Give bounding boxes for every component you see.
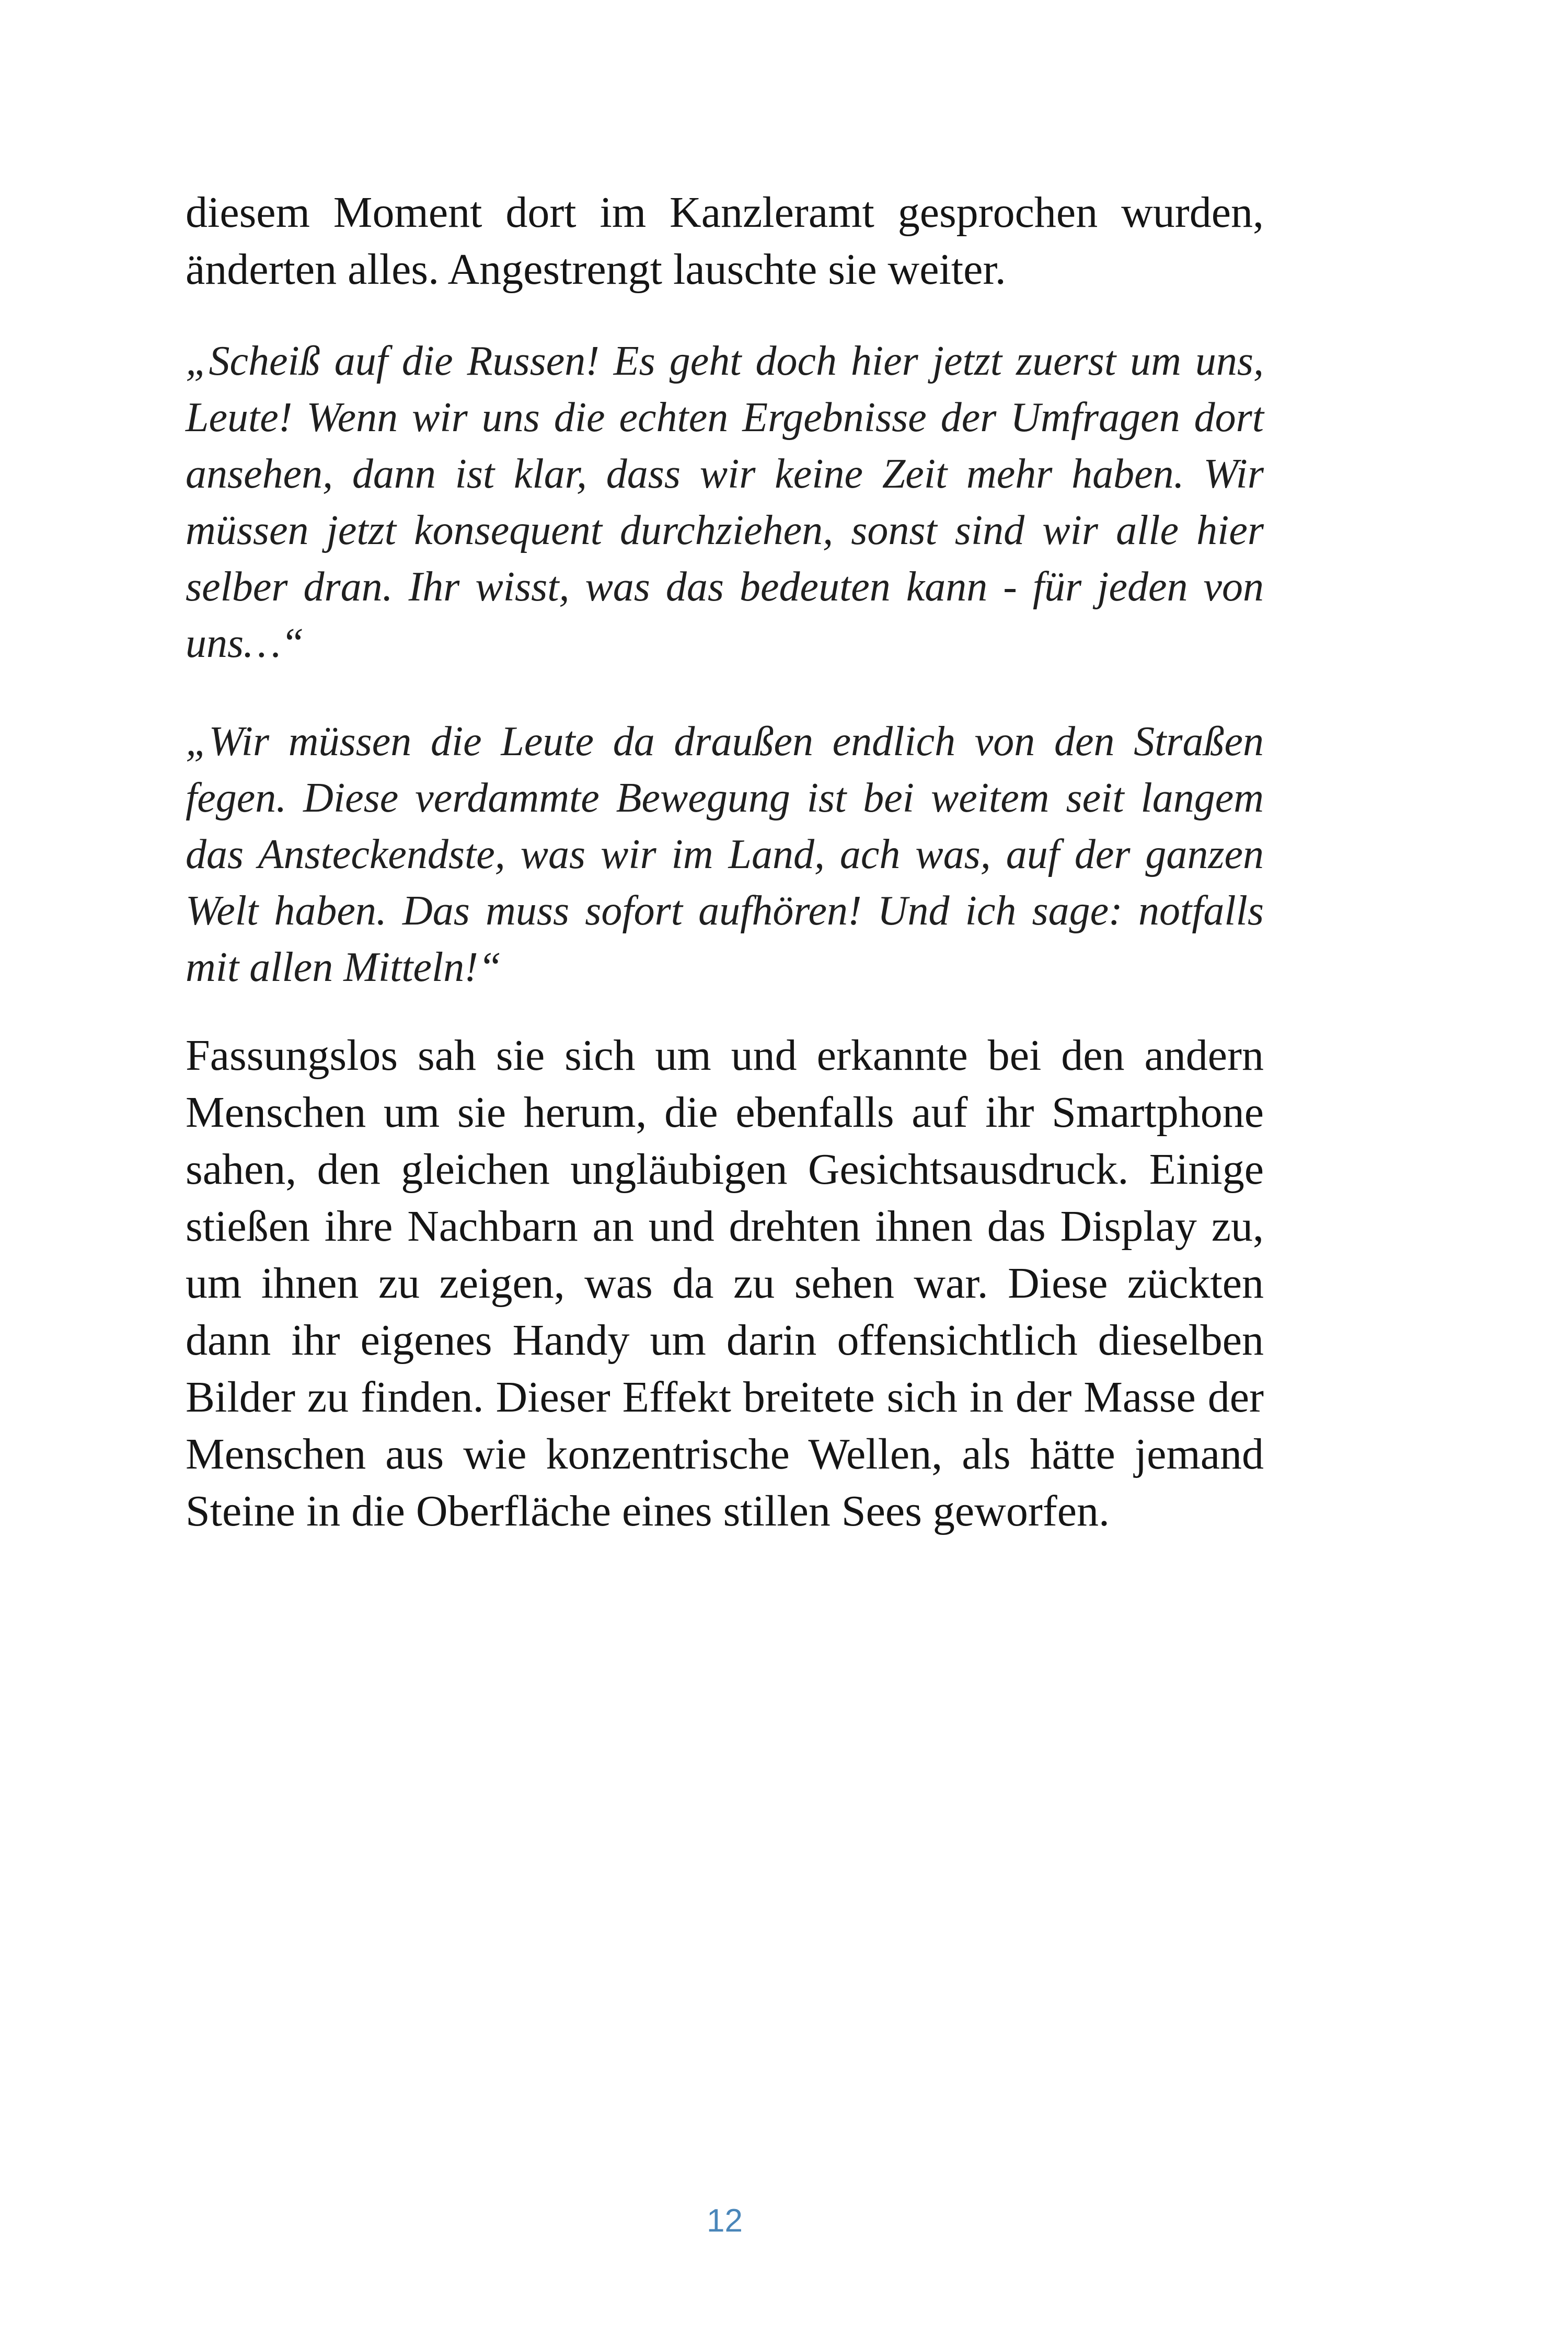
page-number: 12 — [707, 2203, 743, 2239]
quote-paragraph-1: „Scheiß auf die Russen! Es geht doch hier jetzt zuerst um uns, Leute! Wenn wir uns die echten Ergebnisse der Umfragen dort ansehen, dann ist klar, dass wir keine Zeit mehr haben. Wir müssen jetzt konsequent durchziehen, sonst sind wir alle hier selber dran. Ihr wisst, was das bedeuten kann - für jeden von uns…“ — [186, 338, 1264, 666]
body-paragraph-1: diesem Moment dort im Kanzleramt gesprochen wurden, änderten alles. Angestrengt lauschte sie weiter. — [186, 188, 1264, 294]
quote-paragraph-2: „Wir müssen die Leute da draußen endlich von den Straßen fegen. Diese verdammte Bewegung ist bei weitem seit langem das Ansteckendste, was wir im Land, ach was, auf der ganzen Welt haben. Das muss sofort aufhören! Und ich sage: notfalls mit allen Mitteln!“ — [186, 719, 1264, 990]
body-paragraph-2: Fassungslos sah sie sich um und erkannte bei den andern Menschen um sie herum, die ebenfalls auf ihr Smartphone sahen, den gleichen ungläubigen Gesichtsausdruck. Einige stießen ihre Nachbarn an und drehten ihnen das Display zu, um ihnen zu zeigen, was da zu sehen war. Diese zückten dann ihr eigenes Handy um darin offensichtlich dieselben Bilder zu finden. Dieser Effekt breitete sich in der Masse der Menschen aus wie konzentrische Wellen, als hätte jemand Steine in die Oberfläche eines stillen Sees geworfen. — [186, 1031, 1264, 1535]
